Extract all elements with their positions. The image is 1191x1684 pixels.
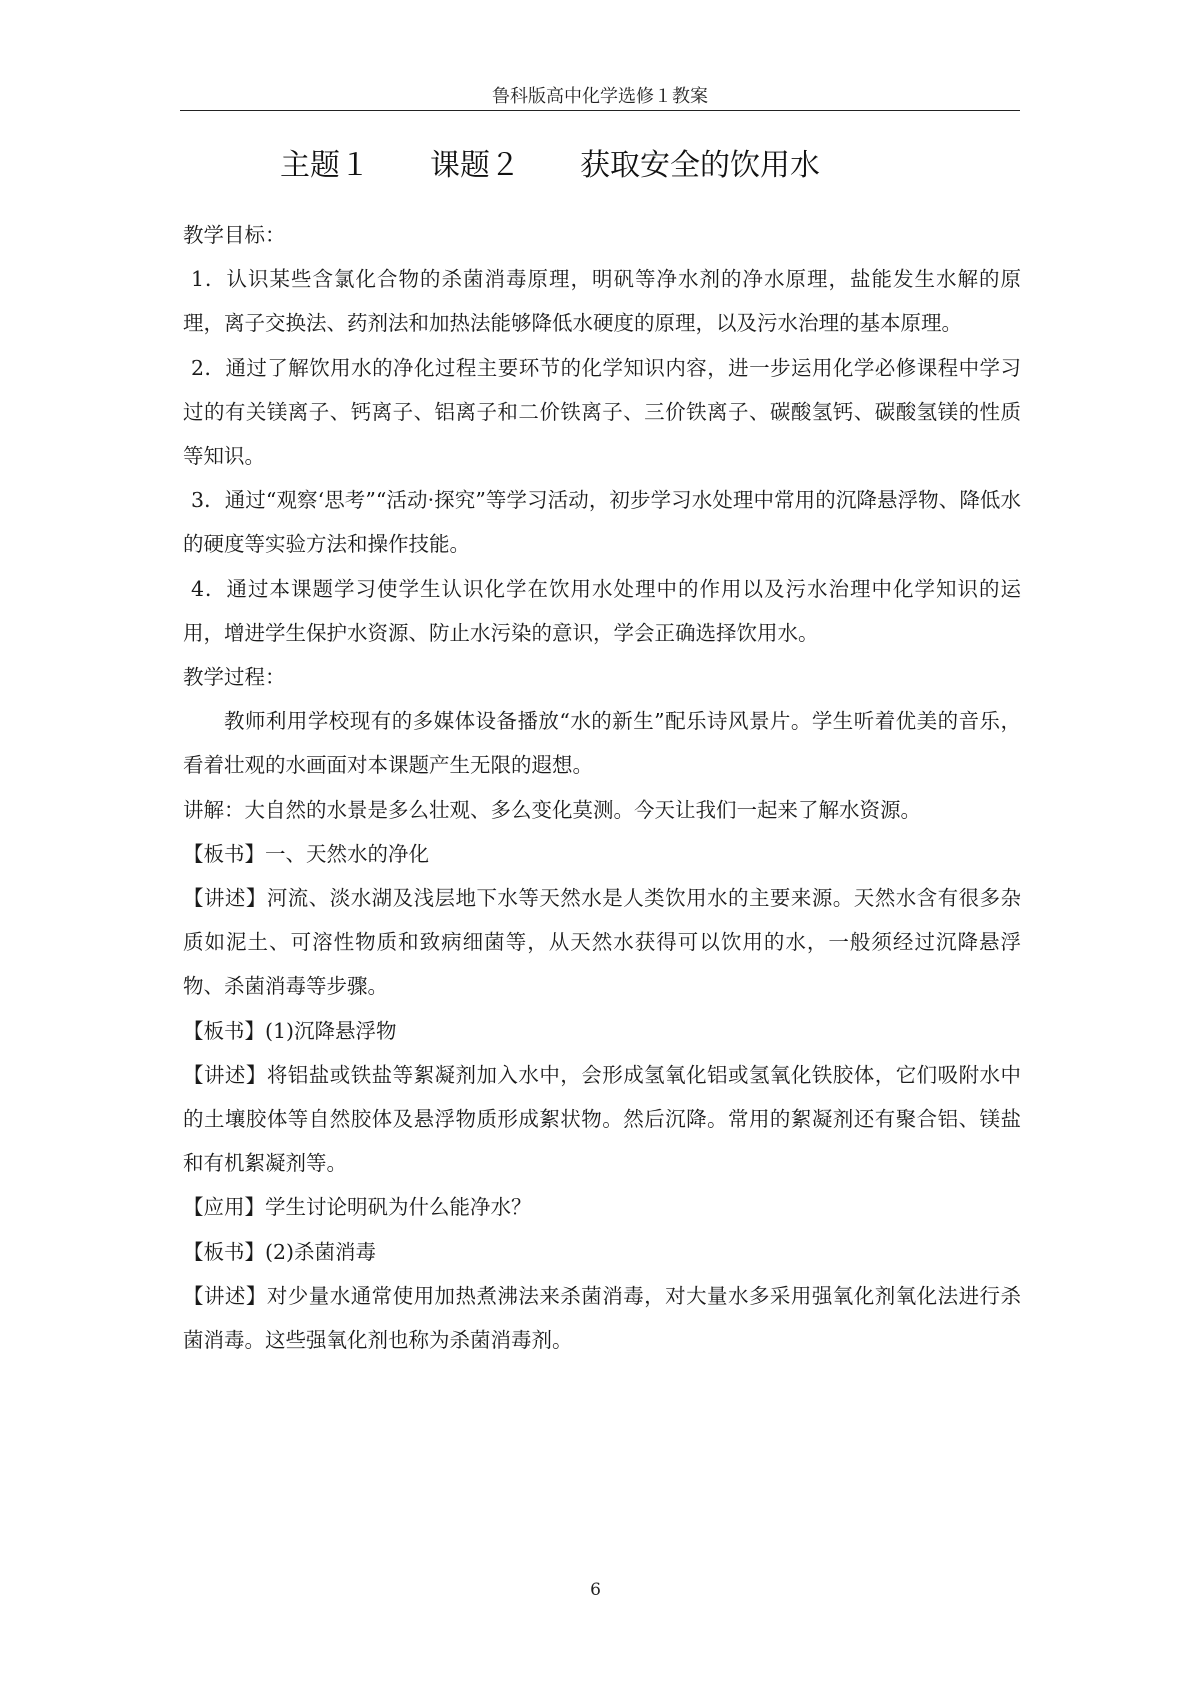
goal-item-4: 4．通过本课题学习使学生认识化学在饮用水处理中的作用以及污水治理中化学知识的运用，增进学生保护水资源、防止水污染的意识，学会正确选择饮用水。 (183, 576, 1021, 645)
application-note: 【应用】学生讨论明矾为什么能净水？ (183, 1195, 532, 1220)
board-note-2: 【板书】(1)沉降悬浮物 (183, 1018, 397, 1043)
lesson-title: 主题１ 课题２ 获取安全的饮用水 (280, 148, 820, 183)
goal-item-3: 3．通过“观察‘思考”“活动·探究”等学习活动，初步学习水处理中常用的沉降悬浮物、降低水的硬度等实验方法和操作技能。 (183, 488, 1021, 557)
document-body (183, 213, 1021, 1362)
narration-3: 【讲述】对少量水通常使用加热煮沸法来杀菌消毒，对大量水多采用强氧化剂氧化法进行杀菌消毒。这些强氧化剂也称为杀菌消毒剂。 (183, 1283, 1021, 1353)
board-note-1: 【板书】一、天然水的净化 (183, 841, 429, 866)
running-header: 鲁科版高中化学选修１教案 (492, 86, 708, 107)
goal-item-2: 2．通过了解饮用水的净化过程主要环节的化学知识内容，进一步运用化学必修课程中学习过的有关镁离子、钙离子、铝离子和二价铁离子、三价铁离子、碳酸氢钙、碳酸氢镁的性质等知识。 (183, 355, 1021, 469)
intro-paragraph: 教师利用学校现有的多媒体设备播放“水的新生”配乐诗风景片。学生听着优美的音乐，看着壮观的水画面对本课题产生无限的遐想。 (183, 709, 1021, 778)
teaching-process-heading: 教学过程： (183, 665, 286, 690)
narration-2: 【讲述】将铝盐或铁盐等絮凝剂加入水中，会形成氢氧化铝或氢氧化铁胶体，它们吸附水中的土壤胶体等自然胶体及悬浮物质形成絮状物。然后沉降。常用的絮凝剂还有聚合铝、镁盐和有机絮凝剂等。 (183, 1062, 1021, 1176)
board-note-3: 【板书】(2)杀菌消毒 (183, 1239, 377, 1264)
page-number: 6 (590, 1580, 601, 1600)
header-rule (180, 110, 1020, 111)
narration-1: 【讲述】河流、淡水湖及浅层地下水等天然水是人类饮用水的主要来源。天然水含有很多杂质如泥土、可溶性物质和致病细菌等，从天然水获得可以饮用的水，一般须经过沉降悬浮物、杀菌消毒等步骤。 (183, 886, 1021, 999)
explanation-paragraph: 讲解：大自然的水景是多么壮观、多么变化莫测。今天让我们一起来了解水资源。 (183, 797, 921, 822)
teaching-goals-heading: 教学目标： (183, 223, 286, 247)
goal-item-1: 1．认识某些含氯化合物的杀菌消毒原理，明矾等净水剂的净水原理，盐能发生水解的原理，离子交换法、药剂法和加热法能够降低水硬度的原理，以及污水治理的基本原理。 (183, 267, 1021, 336)
